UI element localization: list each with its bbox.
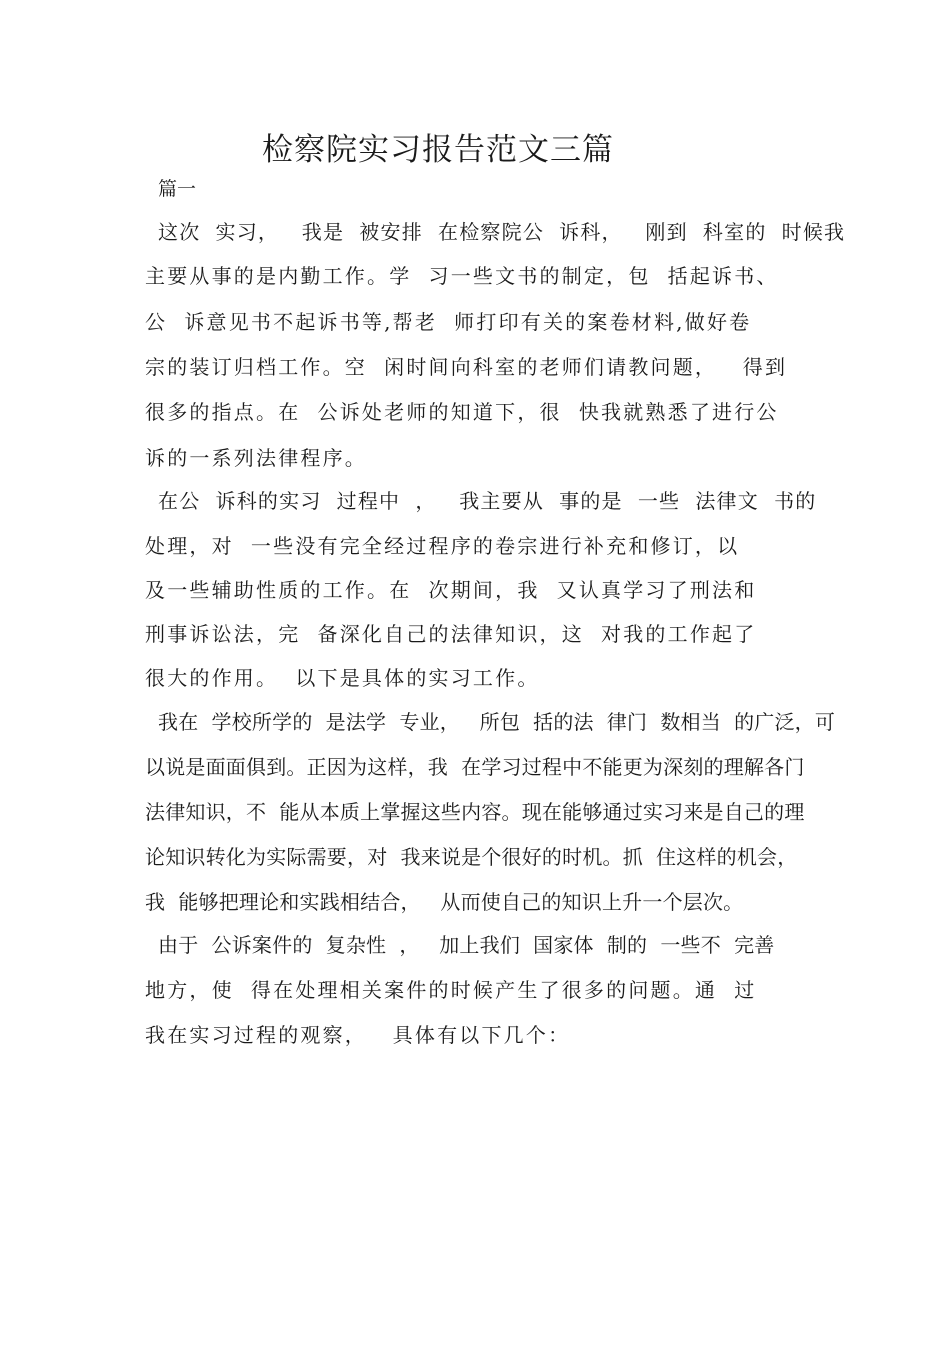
- paragraph-3-line-5: 我 能够把理论和实践相结合， 从而使自己的知识上升一个层次。: [145, 890, 744, 914]
- document-title: 检察院实习报告范文三篇: [262, 132, 614, 168]
- paragraph-1-line-1: 这次 实习， 我是 被安排 在检察院公 诉科， 刚到 科室的 时候我: [158, 220, 846, 244]
- paragraph-3-line-2: 以说是面面俱到。正因为这样，我 在学习过程中不能更为深刻的理解各门: [145, 755, 805, 779]
- paragraph-4-line-1: 由于 公诉案件的 复杂性 ， 加上我们 国家体 制的 一些不 完善: [158, 933, 775, 957]
- paragraph-3-line-3: 法律知识，不 能从本质上掌握这些内容。现在能够通过实习来是自己的理: [145, 800, 805, 824]
- paragraph-3-line-1: 我在 学校所学的 是法学 专业， 所包 括的法 律门 数相当 的广泛，可: [158, 710, 836, 734]
- paragraph-2-line-1: 在公 诉科的实习 过程中 ， 我主要从 事的是 一些 法律文 书的: [158, 489, 817, 513]
- paragraph-1-line-5: 很多的指点。在 公诉处老师的知道下，很 快我就熟悉了进行公: [145, 400, 779, 424]
- paragraph-1-line-4: 宗的装订归档工作。空 闲时间向科室的老师们请教问题， 得到: [145, 355, 788, 379]
- paragraph-2-line-2: 处理，对 一些没有完全经过程序的卷宗进行补充和修订，以: [145, 534, 740, 558]
- paragraph-4-line-2: 地方，使 得在处理相关案件的时候产生了很多的问题。通 过: [145, 978, 757, 1002]
- paragraph-2-line-3: 及一些辅助性质的工作。在 次期间，我 又认真学习了刑法和: [145, 578, 757, 602]
- paragraph-3-line-4: 论知识转化为实际需要，对 我来说是个很好的时机。抓 住这样的机会，: [145, 845, 798, 869]
- paragraph-2-line-5: 很大的作用。 以下是具体的实习工作。: [145, 666, 540, 690]
- paragraph-2-line-4: 刑事诉讼法，完 备深化自己的法律知识，这 对我的工作起了: [145, 622, 757, 646]
- paragraph-1-line-6: 诉的一系列法律程序。: [145, 446, 367, 470]
- paragraph-1-line-2: 主要从事的是内勤工作。学 习一些文书的制定，包 括起诉书、: [145, 264, 779, 288]
- paragraph-1-line-3: 公 诉意见书不起诉书等,帮老 师打印有关的案卷材料,做好卷: [145, 310, 752, 334]
- section-label: 篇一: [158, 178, 197, 200]
- paragraph-4-line-3: 我在实习过程的观察， 具体有以下几个：: [145, 1023, 571, 1047]
